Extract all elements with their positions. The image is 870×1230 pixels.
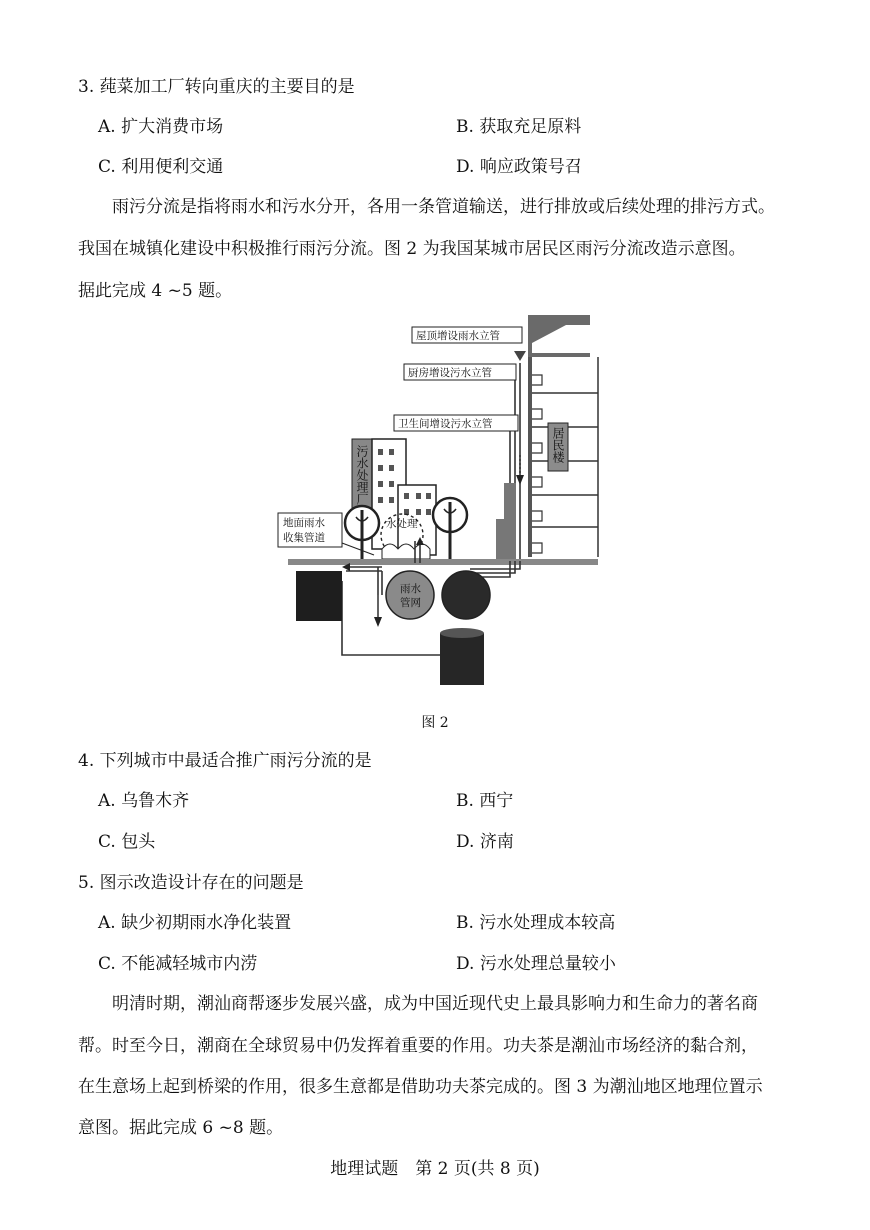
rain-sewage-diagram: [270, 305, 610, 695]
q4-option-d: D. 济南: [456, 832, 514, 852]
sewage-network-tank: [442, 571, 490, 619]
page-footer: 地理试题 第 2 页(共 8 页): [330, 1159, 540, 1179]
ground-rain-leader: [342, 543, 374, 555]
tree-right: [433, 498, 467, 561]
tree-left: [345, 506, 379, 561]
q5-option-b: B. 污水处理成本较高: [456, 913, 616, 933]
q5-stem: 5. 图示改造设计存在的问题是: [78, 873, 304, 893]
q4-option-a: A. 乌鲁木齐: [98, 791, 190, 811]
intro-4-5-line-1: 雨污分流是指将雨水和污水分开，各用一条管道输送，进行排放或后续处理的排污方式。: [112, 197, 775, 217]
rain-network-tank: [386, 571, 434, 619]
intro-6-8-line-3: 在生意场上起到桥梁的作用，很多生意都是借助功夫茶完成的。图 3 为潮汕地区地理位置示: [78, 1077, 763, 1097]
bathroom-pipe-label: 卫生间增设污水立管: [398, 418, 493, 430]
left-tank: [296, 571, 342, 621]
q3-option-c: C. 利用便利交通: [98, 157, 224, 177]
sewage-plant-label: 污水处理厂: [355, 445, 369, 505]
flow-arrow-pipe: [516, 475, 524, 485]
ground-rain-label-line-1: 地面雨水: [283, 517, 325, 529]
roof-funnel: [514, 351, 526, 361]
intro-6-8-line-1: 明清时期，潮汕商帮逐步发展兴盛，成为中国近现代史上最具影响力和生命力的著名商: [112, 994, 758, 1014]
roof-pipe-label: 屋顶增设雨水立管: [416, 330, 500, 342]
q5-option-a: A. 缺少初期雨水净化装置: [98, 913, 292, 933]
q3-option-d: D. 响应政策号召: [456, 157, 582, 177]
treatment-water-surface: [382, 544, 430, 559]
q4-option-b: B. 西宁: [456, 791, 514, 811]
intro-4-5-line-2: 我国在城镇化建设中积极推行雨污分流。图 2 为我国某城市居民区雨污分流改造示意图。: [78, 239, 746, 259]
q4-stem: 4. 下列城市中最适合推广雨污分流的是: [78, 751, 372, 771]
q5-option-c: C. 不能减轻城市内涝: [98, 954, 258, 974]
building-roof: [528, 315, 590, 357]
q3-option-b: B. 获取充足原料: [456, 117, 582, 137]
q3-option-a: A. 扩大消费市场: [98, 117, 224, 137]
kitchen-pipe-label: 厨房增设污水立管: [408, 367, 492, 379]
rain-network-label-line-2: 管网: [400, 597, 421, 609]
figure-caption: 图 2: [421, 715, 449, 731]
annex-building: [496, 483, 516, 561]
ground-rain-label-line-2: 收集管道: [283, 532, 325, 544]
residential-label: 居民楼: [551, 427, 565, 463]
q3-stem: 3. 莼菜加工厂转向重庆的主要目的是: [78, 77, 355, 97]
q4-option-c: C. 包头: [98, 832, 156, 852]
water-treatment-label: 水处理: [386, 518, 418, 530]
ground-surface: [288, 559, 598, 565]
intro-6-8-line-2: 帮。时至今日，潮商在全球贸易中仍发挥着重要的作用。功夫茶是潮汕市场经济的黏合剂，: [78, 1036, 758, 1056]
intro-6-8-line-4: 意图。据此完成 6 ~8 题。: [78, 1118, 284, 1138]
building-wall: [528, 357, 532, 557]
q5-option-d: D. 污水处理总量较小: [456, 954, 616, 974]
bottom-tank: [440, 633, 484, 685]
bottom-tank-top: [440, 628, 484, 638]
intro-4-5-line-3: 据此完成 4 ~5 题。: [78, 281, 233, 301]
rain-network-label-line-1: 雨水: [400, 583, 421, 595]
